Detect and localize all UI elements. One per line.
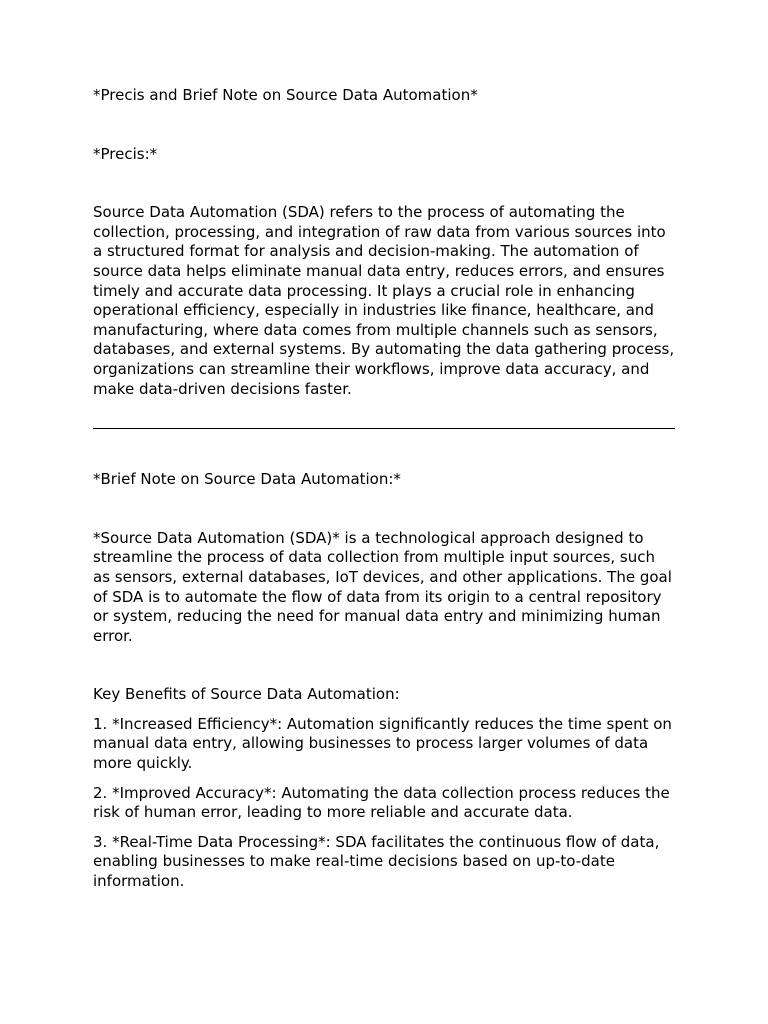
brief-note-heading: *Brief Note on Source Data Automation:* [93, 470, 401, 489]
precis-heading: *Precis:* [93, 144, 158, 163]
key-benefits-heading: Key Benefits of Source Data Automation: [93, 685, 400, 704]
document-title: *Precis and Brief Note on Source Data Automation* [93, 86, 478, 104]
benefit-item: 2. *Improved Accuracy*: Automating the data collection process reduces the risk of human error, leading to more reliable and accurate data. [93, 783, 670, 822]
benefit-item: 3. *Real-Time Data Processing*: SDA facilitates the continuous flow of data, enabling businesses to make real-time decisions based on up-to-date information. [93, 832, 660, 891]
brief-note-paragraph: *Source Data Automation (SDA)* is a technological approach designed to streamline the process of data collection from multiple input sources, such as sensors, external databases, IoT devices, and other applications. The goal of SDA is to automate the flow of data from its origin to a central repository or system, reducing the need for manual data entry and minimizing human error. [93, 528, 672, 645]
precis-paragraph: Source Data Automation (SDA) refers to the process of automating the collection, processing, and integration of raw data from various sources into a structured format for analysis and decision-making. The automation of source data helps eliminate manual data entry, reduces errors, and ensures timely and accurate data processing. It plays a crucial role in enhancing operational efficiency, especially in industries like finance, healthcare, and manufacturing, where data comes from multiple channels such as sensors, databases, and external systems. By automating the data gathering process, organizations can streamline their workflows, improve data accuracy, and make data-driven decisions faster. [93, 203, 675, 398]
document-page [93, 86, 675, 902]
benefit-item: 1. *Increased Efficiency*: Automation significantly reduces the time spent on manual data entry, allowing businesses to process larger volumes of data more quickly. [93, 714, 672, 773]
section-divider [93, 428, 675, 429]
